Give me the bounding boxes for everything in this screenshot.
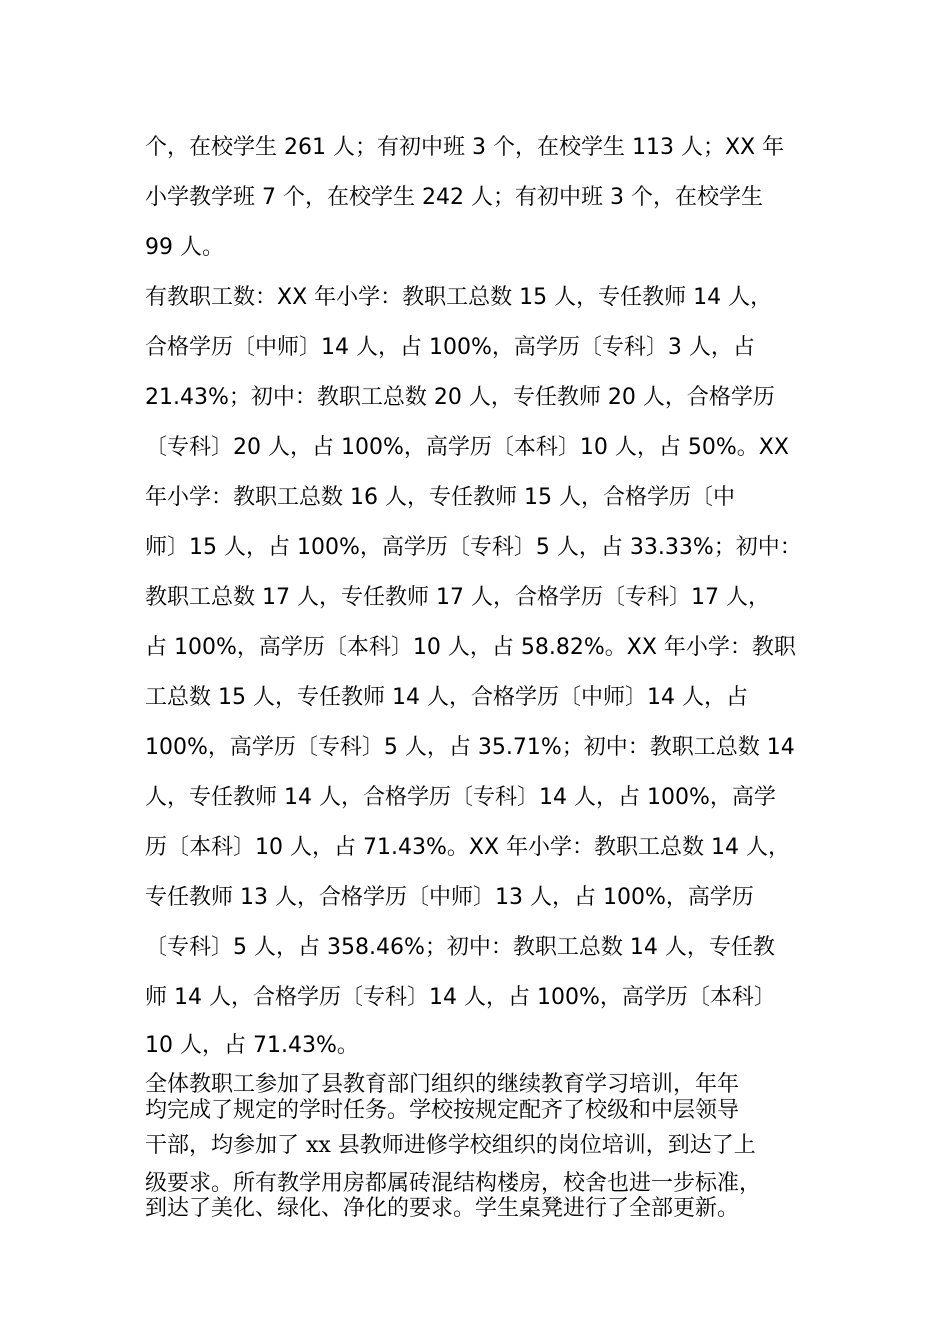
- paragraph-2-line-3: 21.43%；初中：教职工总数 20 人，专任教师 20 人，合格学历: [145, 385, 775, 410]
- paragraph-2-line-5: 年小学：教职工总数 16 人，专任教师 15 人，合格学历〔中: [145, 485, 735, 510]
- paragraph-3-line-3: 干部，均参加了 xx 县教师进修学校组织的岗位培训，到达了上: [145, 1133, 756, 1158]
- paragraph-1-line-3: 99 人。: [145, 235, 224, 260]
- paragraph-3-line-2: 均完成了规定的学时任务。学校按规定配齐了校级和中层领导: [145, 1098, 740, 1123]
- paragraph-2-line-8: 占 100%，高学历〔本科〕10 人，占 58.82%。XX 年小学：教职: [145, 635, 796, 660]
- paragraph-1-line-2: 小学教学班 7 个，在校学生 242 人；有初中班 3 个，在校学生: [145, 185, 763, 210]
- paragraph-2-line-10: 100%，高学历〔专科〕5 人，占 35.71%；初中：教职工总数 14: [145, 735, 795, 760]
- paragraph-3-line-4: 级要求。所有教学用房都属砖混结构楼房，校舍也进一步标准，: [145, 1171, 762, 1196]
- paragraph-3-line-5: 到达了美化、绿化、净化的要求。学生桌凳进行了全部更新。: [145, 1196, 740, 1221]
- paragraph-2-line-1: 有教职工数：XX 年小学：教职工总数 15 人，专任教师 14 人，: [145, 285, 773, 310]
- paragraph-1-line-1: 个，在校学生 261 人；有初中班 3 个，在校学生 113 人；XX 年: [145, 135, 785, 160]
- paragraph-2-line-9: 工总数 15 人，专任教师 14 人，合格学历〔中师〕14 人，占: [145, 685, 748, 710]
- paragraph-2-line-2: 合格学历〔中师〕14 人，占 100%，高学历〔专科〕3 人，占: [145, 335, 755, 360]
- paragraph-2-line-7: 教职工总数 17 人，专任教师 17 人，合格学历〔专科〕17 人，: [145, 585, 770, 610]
- paragraph-2-line-4: 〔专科〕20 人，占 100%，高学历〔本科〕10 人，占 50%。XX: [145, 435, 789, 460]
- paragraph-2-line-14: 〔专科〕5 人，占 358.46%；初中：教职工总数 14 人，专任教: [145, 935, 775, 960]
- paragraph-2-line-6: 师〕15 人，占 100%，高学历〔专科〕5 人，占 33.33%；初中：: [145, 535, 802, 560]
- paragraph-2-line-11: 人，专任教师 14 人，合格学历〔专科〕14 人，占 100%，高学: [145, 785, 776, 810]
- paragraph-2-line-16: 10 人，占 71.43%。: [145, 1033, 359, 1058]
- paragraph-3-line-1: 全体教职工参加了县教育部门组织的继续教育学习培训，年年: [145, 1072, 740, 1097]
- paragraph-2-line-15: 师 14 人，合格学历〔专科〕14 人，占 100%，高学历〔本科〕: [145, 985, 776, 1010]
- paragraph-2-line-12: 历〔本科〕10 人，占 71.43%。XX 年小学：教职工总数 14 人，: [145, 835, 790, 860]
- paragraph-2-line-13: 专任教师 13 人，合格学历〔中师〕13 人，占 100%，高学历: [145, 885, 754, 910]
